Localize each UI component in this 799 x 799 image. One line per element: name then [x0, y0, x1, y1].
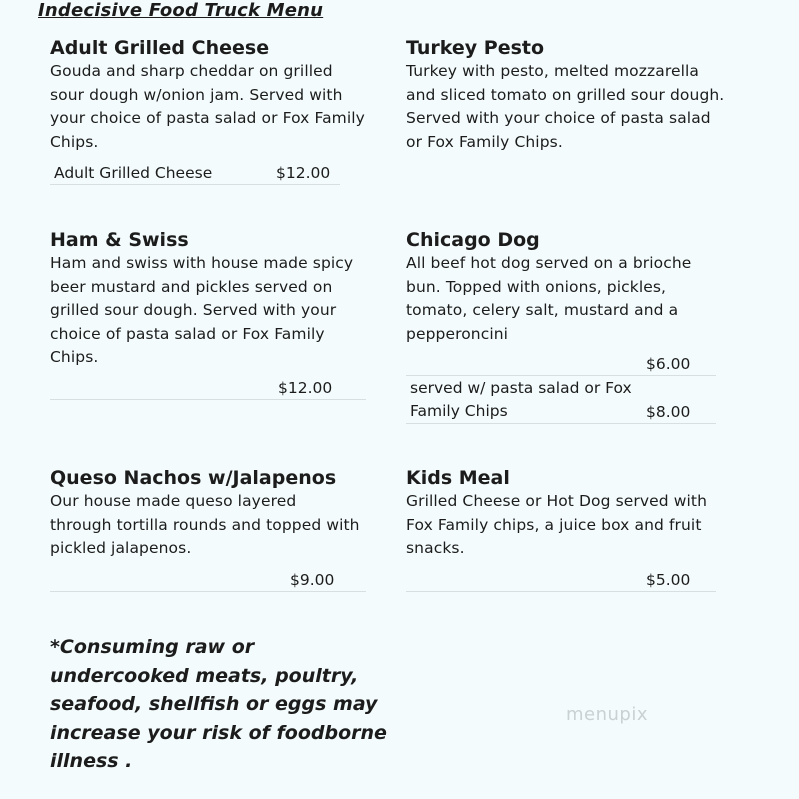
- watermark: menupix: [566, 704, 649, 725]
- item-description: Grilled Cheese or Hot Dog served with Fox Family chips, a juice box and fruit snacks.: [406, 492, 708, 557]
- menu-item-adult-grilled-cheese: [50, 36, 370, 154]
- page-title: Indecisive Food Truck Menu: [38, 0, 324, 21]
- item-description: Turkey with pesto, melted mozzarella and sliced tomato on grilled sour dough. Served with your choice of pasta salad or Fox Family Chips.: [406, 62, 725, 151]
- price-line-adult-grilled-cheese: [50, 162, 340, 185]
- item-price: $6.00: [646, 355, 691, 373]
- menu-item-ham-swiss: [50, 228, 380, 370]
- item-price: $12.00: [278, 379, 333, 397]
- item-name: Ham & Swiss: [50, 229, 189, 251]
- health-disclaimer: *Consuming raw or undercooked meats, poultry, seafood, shellfish or eggs may increase your risk of foodborne illness .: [50, 636, 387, 772]
- item-description: All beef hot dog served on a brioche bun. Topped with onions, pickles, tomato, celery salt, mustard and a pepperoncini: [406, 254, 692, 343]
- menu-item-kids-meal: [406, 466, 736, 561]
- combo-label-line2: Family Chips: [410, 402, 508, 420]
- item-name: Chicago Dog: [406, 229, 540, 251]
- menu-item-chicago-dog: [406, 228, 736, 346]
- price-line-chicago-dog: [406, 353, 716, 376]
- price-line-chicago-dog-combo: [406, 377, 716, 424]
- item-price: $12.00: [276, 164, 331, 182]
- item-name: Adult Grilled Cheese: [50, 37, 270, 59]
- price-line-ham-swiss: [50, 377, 366, 400]
- item-name: Turkey Pesto: [406, 37, 545, 59]
- price-label: Adult Grilled Cheese: [54, 164, 213, 182]
- combo-label-line1: served w/ pasta salad or Fox: [410, 379, 632, 397]
- combo-price: $8.00: [646, 403, 691, 421]
- item-name: Kids Meal: [406, 467, 510, 489]
- price-line-queso-nachos: [50, 569, 366, 592]
- item-name: Queso Nachos w/Jalapenos: [50, 467, 337, 489]
- item-description: Gouda and sharp cheddar on grilled sour dough w/onion jam. Served with your choice of pasta salad or Fox Family Chips.: [50, 62, 365, 151]
- menu-item-turkey-pesto: [406, 36, 736, 154]
- item-price: $5.00: [646, 571, 691, 589]
- item-price: $9.00: [290, 571, 335, 589]
- menu-item-queso-nachos: [50, 466, 380, 561]
- item-description: Our house made queso layered through tortilla rounds and topped with pickled jalapenos.: [50, 492, 360, 557]
- item-description: Ham and swiss with house made spicy beer mustard and pickles served on grilled sour dough. Served with your choice of pasta salad or Fox Family Chips.: [50, 254, 354, 366]
- price-line-kids-meal: [406, 569, 716, 592]
